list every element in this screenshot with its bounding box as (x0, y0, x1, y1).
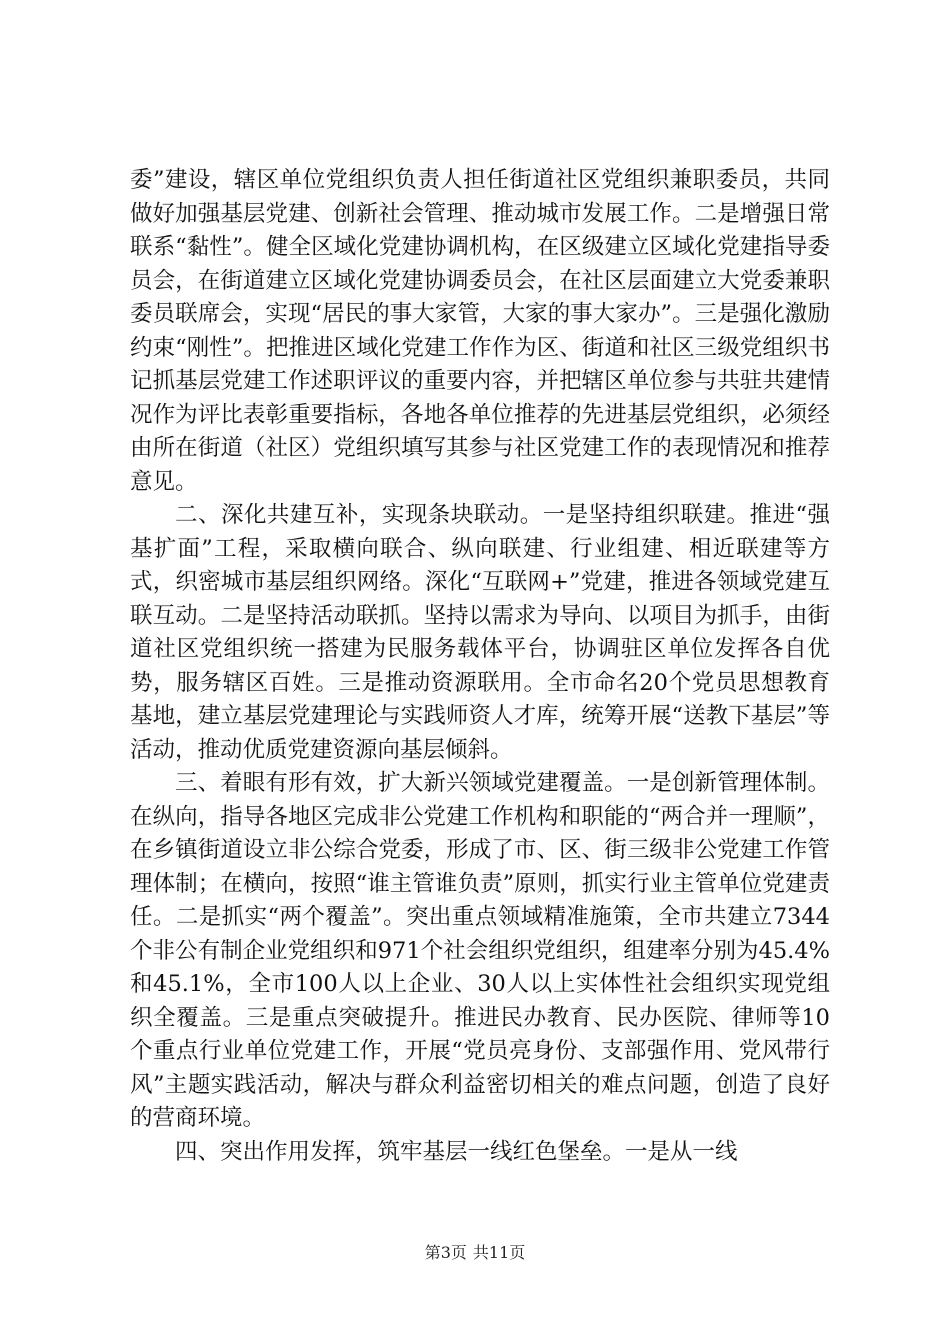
paragraph-3: 三、着眼有形有效，扩大新兴领域党建覆盖。一是创新管理体制。在纵向，指导各地区完成非公党建工作机构和职能的“两合并一理顺”，在乡镇街道设立非公综合党委，形成了市、区、街三级非公党建工作管理体制；在横向，按照“谁主管谁负责”原则，抓实行业主管单位党建责任。二是抓实“两个覆盖”。突出重点领域精准施策，全市共建立7344个非公有制企业党组织和971个社会组织党组织，组建率分别为45.4%和45.1%，全市100人以上企业、30人以上实体性社会组织实现党组织全覆盖。三是重点突破提升。推进民办教育、民办医院、律师等10个重点行业单位党建工作，开展“党员亮身份、支部强作用、党风带行风”主题实践活动，解决与群众利益密切相关的难点问题，创造了良好的营商环境。 (130, 770, 830, 1131)
paragraph-2: 二、深化共建互补，实现条块联动。一是坚持组织联建。推进“强基扩面”工程，采取横向联合、纵向联建、行业组建、相近联建等方式，织密城市基层组织网络。深化“互联网+”党建，推进各领域党建互联互动。二是坚持活动联抓。坚持以需求为导向、以项目为抓手，由街道社区党组织统一搭建为民服务载体平台，协调驻区单位发挥各自优势，服务辖区百姓。三是推动资源联用。全市命名20个党员思想教育基地，建立基层党建理论与实践师资人才库，统筹开展“送教下基层”等活动，推动优质党建资源向基层倾斜。 (130, 502, 830, 763)
paragraph-4: 四、突出作用发挥，筑牢基层一线红色堡垒。一是从一线 (175, 1138, 738, 1165)
page-footer (0, 1243, 950, 1263)
page-number: 第3页 (424, 1243, 467, 1262)
document-body (130, 164, 830, 1169)
page-total: 共11页 (472, 1243, 526, 1262)
paragraph-1: 委”建设，辖区单位党组织负责人担任街道社区党组织兼职委员，共同做好加强基层党建、创新社会管理、推动城市发展工作。二是增强日常联系“黏性”。健全区域化党建协调机构，在区级建立区域化党建指导委员会，在街道建立区域化党建协调委员会，在社区层面建立大党委兼职委员联席会，实现“居民的事大家管，大家的事大家办”。三是强化激励约束“刚性”。把推进区域化党建工作作为区、街道和社区三级党组织书记抓基层党建工作述职评议的重要内容，并把辖区单位参与共驻共建情况作为评比表彰重要指标，各地各单位推荐的先进基层党组织，必须经由所在街道（社区）党组织填写其参与社区党建工作的表现情况和推荐意见。 (130, 167, 830, 495)
